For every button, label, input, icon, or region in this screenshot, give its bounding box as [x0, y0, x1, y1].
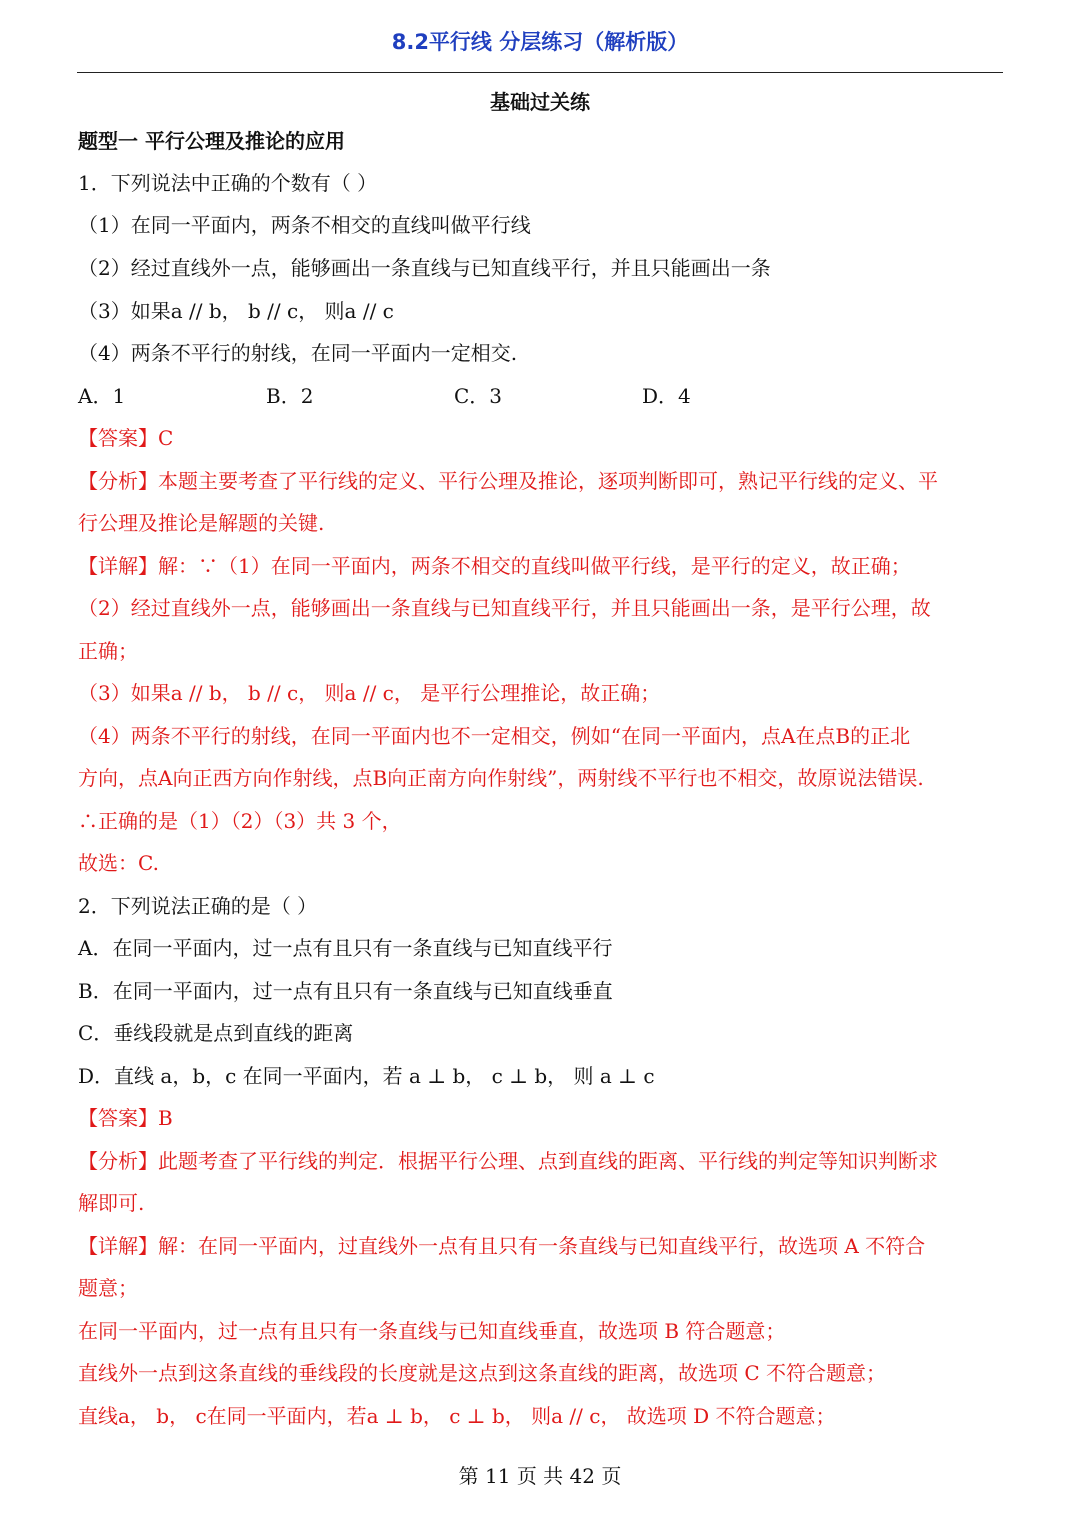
- q2-analysis-line-1: 【分析】此题考查了平行线的判定．根据平行公理、点到直线的距离、平行线的判定等知识判断求: [78, 1149, 938, 1173]
- document-header-title: 8.2平行线 分层练习（解析版）: [391, 30, 689, 54]
- q2-option-d: D．直线 a，b，c 在同一平面内，若 a ⊥ b， c ⊥ b， 则 a ⊥ c: [78, 1064, 655, 1088]
- q1-answer: 【答案】C: [78, 426, 174, 450]
- q1-option-a: A．1: [78, 384, 126, 408]
- q1-detail-line-6: 方向，点A向正西方向作射线，点B向正南方向作射线”，两射线不平行也不相交，故原说法错误.: [78, 766, 924, 790]
- q2-detail-line-4: 直线外一点到这条直线的垂线段的长度就是这点到这条直线的距离，故选项 C 不符合题意；: [78, 1361, 887, 1385]
- q1-option-d: D．4: [642, 384, 691, 408]
- q1-statement-4: （4）两条不平行的射线，在同一平面内一定相交.: [78, 341, 518, 365]
- q2-stem: 2．下列说法正确的是（ ）: [78, 894, 318, 918]
- q1-detail-line-8: 故选：C.: [78, 851, 159, 875]
- q2-detail-line-5: 直线a， b， c在同一平面内，若a ⊥ b， c ⊥ b， 则a // c， 故选项 D 不符合题意；: [78, 1404, 836, 1428]
- q1-detail-line-1: 【详解】解：∵（1）在同一平面内，两条不相交的直线叫做平行线，是平行的定义，故正确；: [78, 554, 911, 578]
- q1-detail-line-7: ∴正确的是（1）（2）（3）共 3 个，: [78, 809, 402, 833]
- q1-statement-3: （3）如果a // b， b // c， 则a // c: [78, 299, 394, 323]
- topic-title: 题型一 平行公理及推论的应用: [78, 129, 345, 153]
- q1-options: [78, 381, 1004, 411]
- q2-answer: 【答案】B: [78, 1106, 173, 1130]
- q1-option-c: C．3: [454, 384, 503, 408]
- q1-statement-2: （2）经过直线外一点，能够画出一条直线与已知直线平行，并且只能画出一条: [78, 256, 771, 280]
- header-divider: [77, 72, 1003, 73]
- q2-option-a: A．在同一平面内，过一点有且只有一条直线与已知直线平行: [78, 936, 613, 960]
- q2-detail-line-3: 在同一平面内，过一点有且只有一条直线与已知直线垂直，故选项 B 符合题意；: [78, 1319, 786, 1343]
- q1-option-b: B．2: [266, 384, 314, 408]
- page-number-footer: 第 11 页 共 42 页: [458, 1464, 622, 1488]
- q2-option-b: B．在同一平面内，过一点有且只有一条直线与已知直线垂直: [78, 979, 613, 1003]
- q1-analysis-line-1: 【分析】本题主要考查了平行线的定义、平行公理及推论，逐项判断即可，熟记平行线的定义、平: [78, 469, 938, 493]
- q2-analysis-line-2: 解即可.: [78, 1191, 145, 1215]
- q2-detail-line-2: 题意；: [78, 1276, 138, 1300]
- q2-detail-line-1: 【详解】解：在同一平面内，过直线外一点有且只有一条直线与已知直线平行，故选项 A 不符合: [78, 1234, 926, 1258]
- q1-detail-line-3: 正确；: [78, 639, 138, 663]
- q1-analysis-line-2: 行公理及推论是解题的关键.: [78, 511, 325, 535]
- section-title: 基础过关练: [490, 90, 590, 114]
- q1-detail-line-5: （4）两条不平行的射线，在同一平面内也不一定相交，例如“在同一平面内，点A在点B的正北: [78, 724, 911, 748]
- q1-stem: 1．下列说法中正确的个数有（ ）: [78, 171, 378, 195]
- q1-detail-line-2: （2）经过直线外一点，能够画出一条直线与已知直线平行，并且只能画出一条，是平行公理，故: [78, 596, 931, 620]
- q1-statement-1: （1）在同一平面内，两条不相交的直线叫做平行线: [78, 213, 531, 237]
- q1-detail-line-4: （3）如果a // b， b // c， 则a // c， 是平行公理推论，故正确；: [78, 681, 661, 705]
- q2-option-c: C．垂线段就是点到直线的距离: [78, 1021, 354, 1045]
